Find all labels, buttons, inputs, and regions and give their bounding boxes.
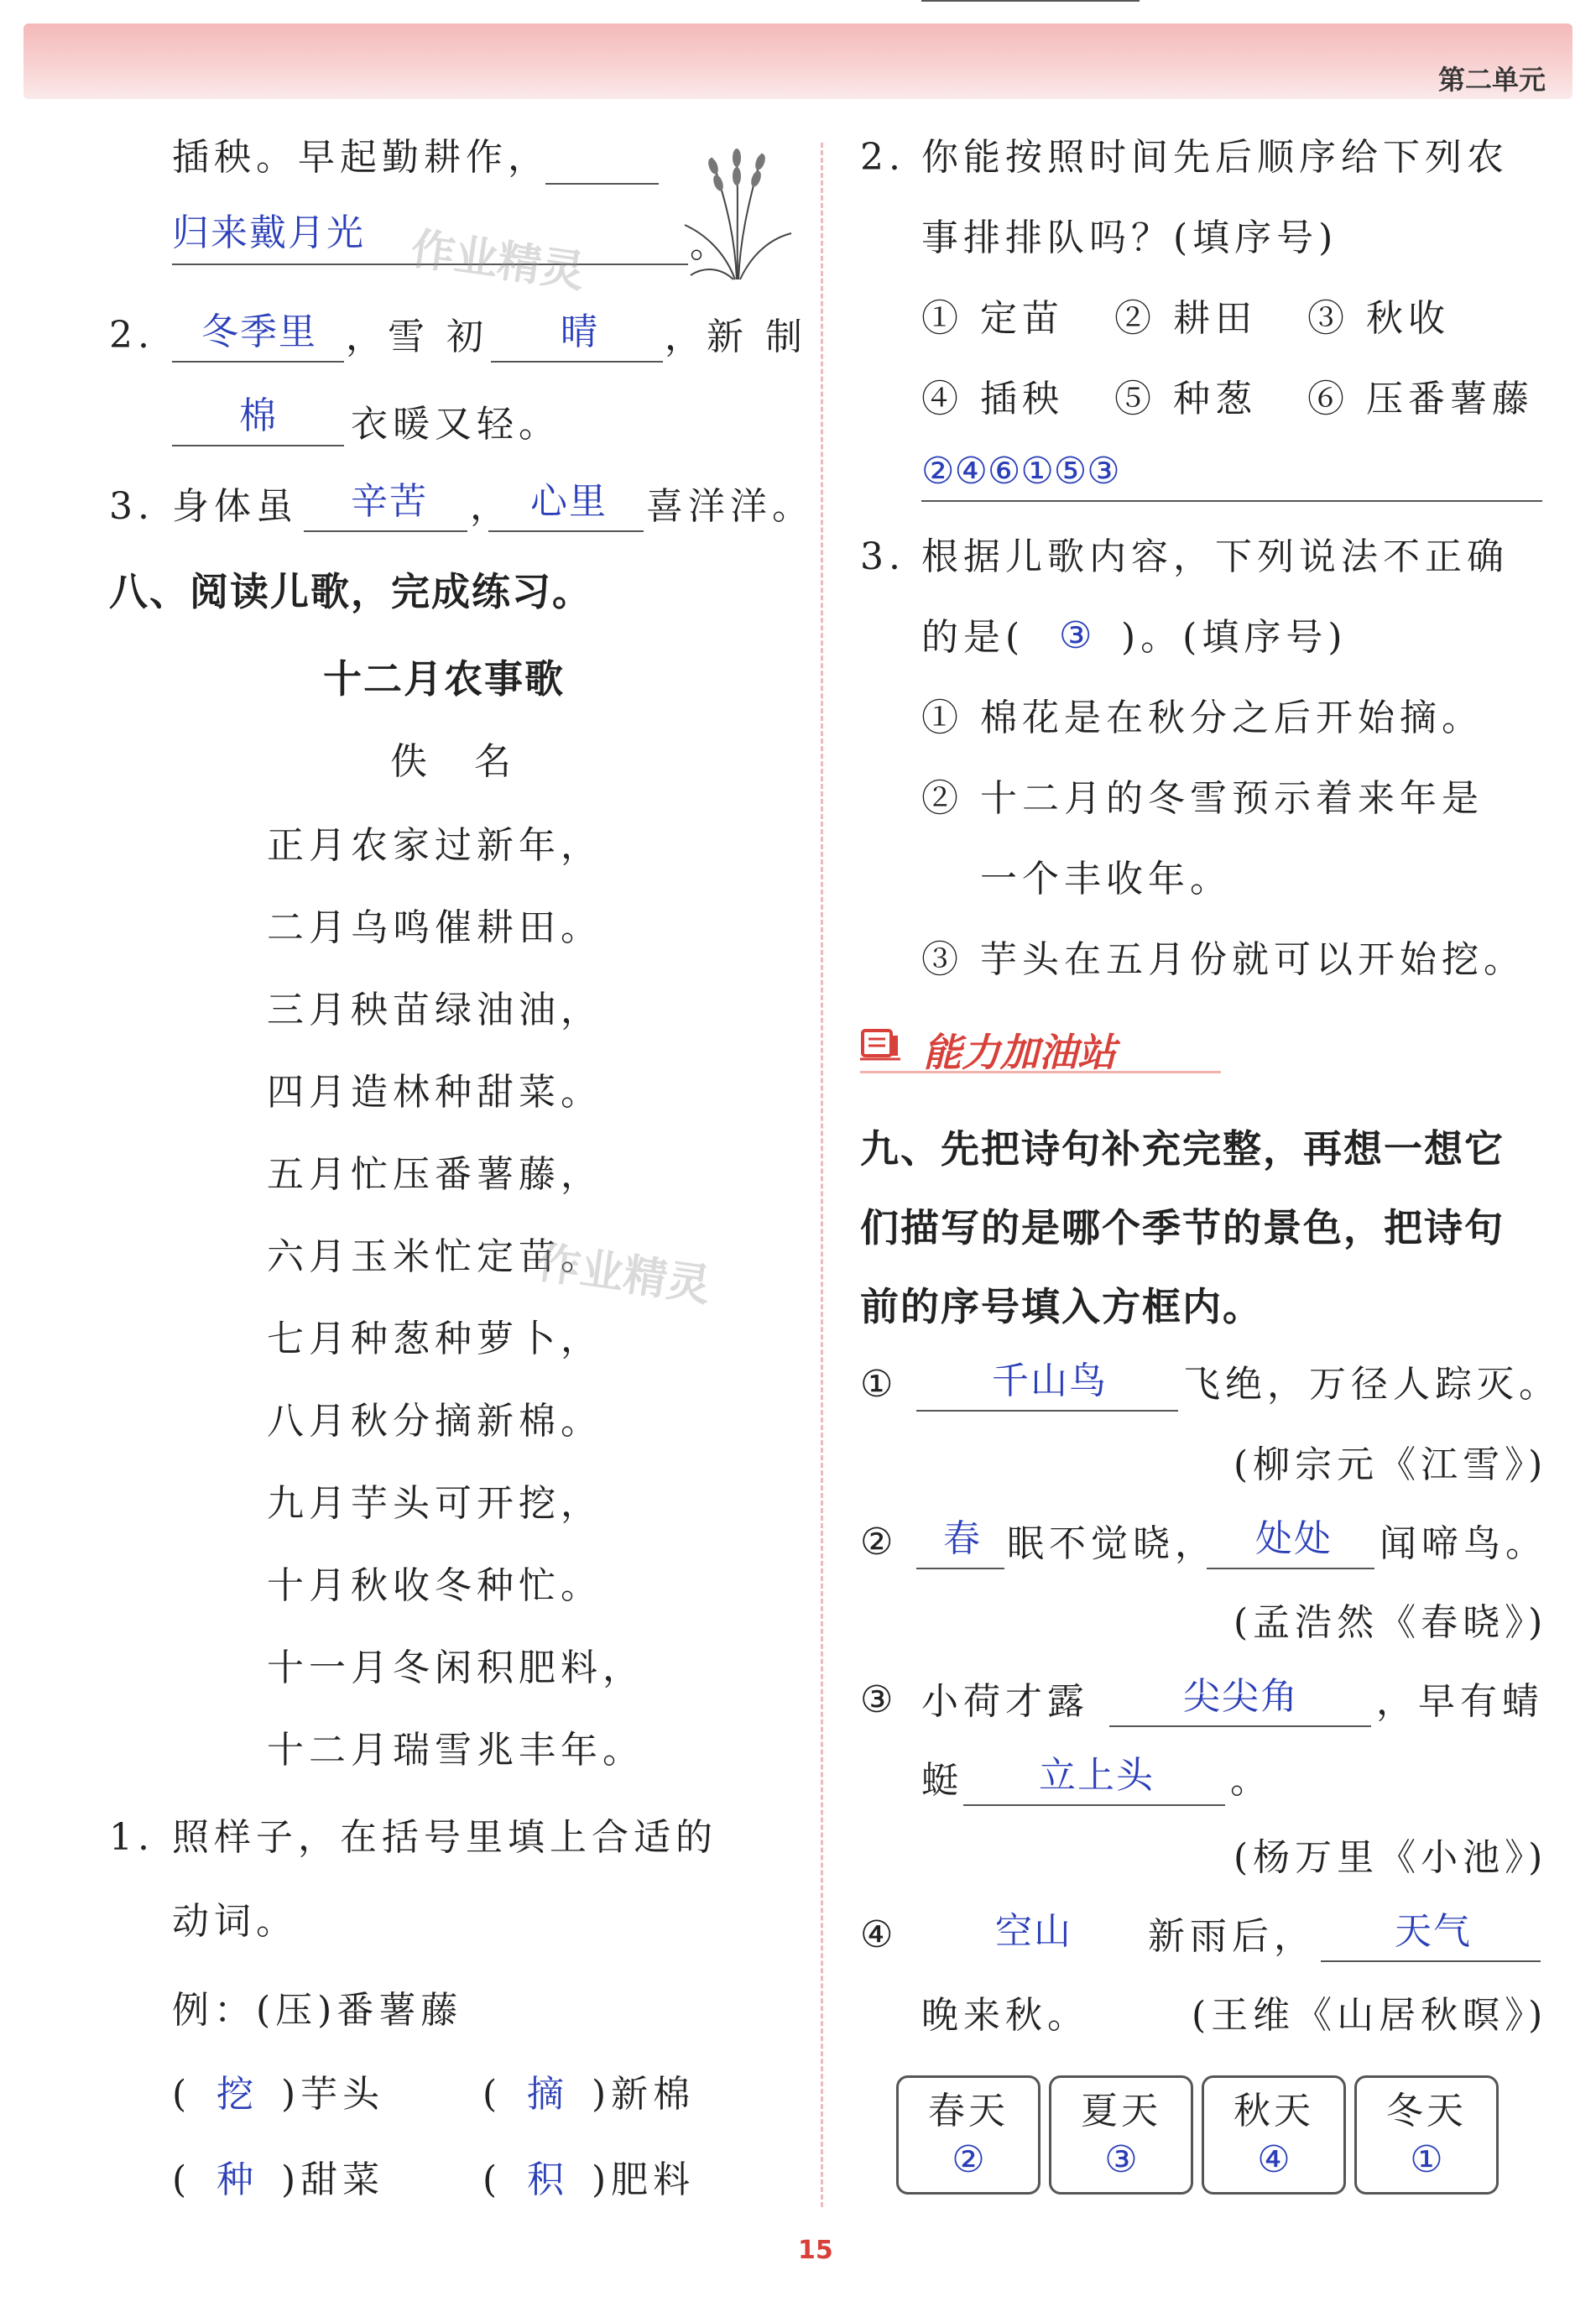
- ex2-instruction-1: 你能按照时间先后顺序给下列农: [921, 136, 1509, 179]
- q3-number: 3.: [109, 485, 154, 528]
- q2-answer-3: 棉: [239, 394, 278, 437]
- q2-text-1: ，雪 初: [346, 316, 488, 358]
- ex2-option: ③ 秋收: [1307, 297, 1450, 340]
- poem-3-text-3: 蜓: [921, 1759, 963, 1802]
- poem-line: 四月造林种甜菜。: [267, 1071, 602, 1114]
- season-label: 秋天: [1234, 2090, 1314, 2132]
- poem-line: 二月乌鸣催耕田。: [267, 906, 602, 949]
- q2-number: 2.: [109, 314, 154, 357]
- answer-blank: [545, 183, 659, 185]
- answer-blank: [916, 1410, 1178, 1412]
- season-label: 冬天: [1386, 2090, 1467, 2132]
- ex3-option-1: ① 棉花是在秋分之后开始摘。: [921, 697, 1484, 739]
- bracket-open: (: [482, 2158, 503, 2201]
- ex1-item-1: )芋头: [281, 2073, 385, 2116]
- q3-text-2: ，: [470, 485, 512, 528]
- poem-1-text: 飞绝，万径人踪灭。: [1183, 1363, 1561, 1406]
- poem-line: 十一月冬闲积肥料，: [267, 1647, 644, 1689]
- answer-blank: [491, 361, 663, 363]
- answer-blank: [1321, 1960, 1541, 1962]
- header-band: [23, 23, 1573, 99]
- ex3-instruction-2a: 的是(: [921, 616, 1025, 659]
- season-answer: ④: [1257, 2138, 1291, 2181]
- poem-2-text-2: 闻啼鸟。: [1380, 1522, 1547, 1565]
- section-8-heading: 八、阅读儿歌，完成练习。: [109, 569, 592, 614]
- poem-line: 十二月瑞雪兆丰年。: [267, 1729, 644, 1772]
- poem-1-source: (柳宗元《江雪》): [1234, 1443, 1548, 1486]
- poem-4-source: (王维《山居秋暝》): [1192, 1994, 1548, 2037]
- ex1-example: 例：(压)番薯藤: [172, 1989, 463, 2032]
- answer-blank: [488, 530, 644, 532]
- ex3-option-2: ② 十二月的冬雪预示着来年是: [921, 777, 1484, 820]
- q3-text-1: 身体虽: [172, 485, 298, 528]
- season-box-autumn: [1202, 2075, 1346, 2195]
- poem-line: 三月秧苗绿油油，: [267, 989, 602, 1031]
- ex1-item-2: )新棉: [592, 2073, 696, 2116]
- season-answer: ②: [952, 2138, 985, 2181]
- watermark: 作业精灵: [408, 223, 588, 299]
- ex1-answer-3: 种: [216, 2158, 255, 2201]
- ex2-option: ④ 插秧: [921, 378, 1064, 420]
- season-label: 春天: [928, 2090, 1009, 2132]
- poem-author: 佚 名: [390, 740, 516, 783]
- poem-4-number: ④: [860, 1913, 899, 1956]
- bracket-open: (: [172, 2073, 192, 2116]
- poem-2-answer-1: 春: [943, 1517, 982, 1560]
- section-9-line-1: 九、先把诗句补充完整，再想一想它: [860, 1126, 1505, 1172]
- ex1-instruction-1: 照样子，在括号里填上合适的: [172, 1816, 717, 1859]
- poem-1-number: ①: [860, 1363, 899, 1406]
- q2-text-3: 衣暖又轻。: [351, 403, 561, 446]
- ex2-option: ⑥ 压番薯藤: [1307, 378, 1534, 420]
- unit-label: 第二单元: [1437, 64, 1546, 96]
- poem-title: 十二月农事歌: [323, 656, 565, 702]
- poem-3-answer-2: 立上头: [1039, 1754, 1155, 1797]
- poem-line: 七月种葱种萝卜，: [267, 1318, 602, 1360]
- poem-2-number: ②: [860, 1521, 899, 1563]
- section-title: 能力加油站: [923, 1030, 1116, 1075]
- answer-blank: [921, 500, 1542, 502]
- section-underline: [860, 1071, 1221, 1073]
- answer-blank: [963, 1804, 1225, 1806]
- q3-answer-1: 辛苦: [351, 480, 428, 523]
- poem-2-source: (孟浩然《春晓》): [1234, 1601, 1548, 1644]
- ex1-answer-2: 摘: [527, 2073, 566, 2116]
- poem-3-text-2: ，早有蜻: [1376, 1680, 1544, 1723]
- poem-line: 九月芋头可开挖，: [267, 1482, 602, 1525]
- season-answer: ③: [1104, 2138, 1138, 2181]
- season-box-summer: [1049, 2075, 1193, 2195]
- ex1-number: 1.: [109, 1816, 154, 1859]
- poem-line: 五月忙压番薯藤，: [267, 1153, 602, 1196]
- answer-blank: [1207, 1568, 1374, 1569]
- poem-3-number: ③: [860, 1678, 899, 1721]
- ex3-instruction-2b: )。(填序号): [1121, 616, 1348, 659]
- answer-blank: [916, 1568, 1004, 1569]
- answer-blank: [1109, 1725, 1371, 1727]
- poem-3-text-1: 小荷才露: [921, 1680, 1089, 1723]
- ex3-option-2-cont: 一个丰收年。: [980, 858, 1232, 900]
- answer-blank: [172, 361, 344, 363]
- poem-4-answer-1: 空山: [995, 1910, 1072, 1953]
- poem-line: 六月玉米忙定苗。: [267, 1235, 602, 1278]
- season-box-winter: [1354, 2075, 1499, 2195]
- q2-answer-2: 晴: [561, 311, 599, 353]
- section-9-line-2: 们描写的是哪个季节的景色，把诗句: [860, 1205, 1505, 1250]
- ex1-item-4: )肥料: [592, 2158, 696, 2201]
- poem-1-answer: 千山鸟: [992, 1360, 1108, 1402]
- answer-blank: [304, 530, 467, 532]
- q3-answer-2: 心里: [530, 480, 608, 523]
- season-answer: ①: [1410, 2138, 1443, 2181]
- poem-4-text-2: 晚来秋。: [921, 1994, 1089, 2037]
- watermark: 作业精灵: [534, 1237, 714, 1313]
- q1-end: 。: [690, 223, 732, 266]
- ex2-option: ② 耕田: [1114, 297, 1257, 340]
- ex2-option: ① 定苗: [921, 297, 1064, 340]
- answer-blank: [921, 0, 1140, 2]
- ex1-answer-1: 挖: [216, 2073, 255, 2116]
- q2-text-2: ，新 制: [665, 316, 807, 358]
- answer-blank: [172, 445, 344, 446]
- ex1-item-3: )甜菜: [281, 2158, 385, 2201]
- poem-2-answer-2: 处处: [1255, 1517, 1333, 1560]
- poem-2-text-1: 眠不觉晓，: [1007, 1522, 1217, 1565]
- poem-4-text-1: 新雨后，: [1148, 1915, 1316, 1958]
- poem-3-answer-1: 尖尖角: [1183, 1675, 1299, 1718]
- poem-line: 十月秋收冬种忙。: [267, 1564, 602, 1607]
- ex3-instruction-1: 根据儿歌内容，下列说法不正确: [921, 535, 1509, 578]
- ex1-answer-4: 积: [527, 2158, 566, 2201]
- q3-text-3: 喜洋洋。: [646, 485, 814, 528]
- ex2-instruction-2: 事排排队吗？(填序号): [921, 217, 1338, 259]
- ex2-option: ⑤ 种葱: [1114, 378, 1257, 420]
- book-icon: [860, 1026, 902, 1062]
- bracket-open: (: [482, 2073, 503, 2116]
- section-9-line-3: 前的序号填入方框内。: [860, 1284, 1263, 1329]
- season-label: 夏天: [1081, 2090, 1161, 2132]
- poem-line: 正月农家过新年，: [267, 824, 602, 867]
- poem-3-source: (杨万里《小池》): [1234, 1836, 1548, 1879]
- ex3-answer: ③: [1059, 614, 1094, 657]
- q1-answer: 归来戴月光: [172, 211, 365, 254]
- ex2-number: 2.: [860, 136, 905, 179]
- poem-line: 八月秋分摘新棉。: [267, 1400, 602, 1443]
- column-divider: [821, 143, 823, 2207]
- ex2-answer: ②④⑥①⑤③: [921, 450, 1120, 493]
- poem-4-answer-2: 天气: [1395, 1910, 1472, 1953]
- q2-answer-1: 冬季里: [201, 311, 317, 353]
- ex3-option-3: ③ 芋头在五月份就可以开始挖。: [921, 938, 1526, 981]
- ex1-instruction-2: 动词。: [172, 1900, 298, 1943]
- ex3-number: 3.: [860, 535, 905, 578]
- season-box-spring: [896, 2075, 1041, 2195]
- poem-3-text-4: 。: [1230, 1759, 1272, 1802]
- q1-line1: 插秧。早起勤耕作，: [172, 136, 550, 179]
- page-number: 15: [798, 2236, 833, 2265]
- bracket-open: (: [172, 2158, 192, 2201]
